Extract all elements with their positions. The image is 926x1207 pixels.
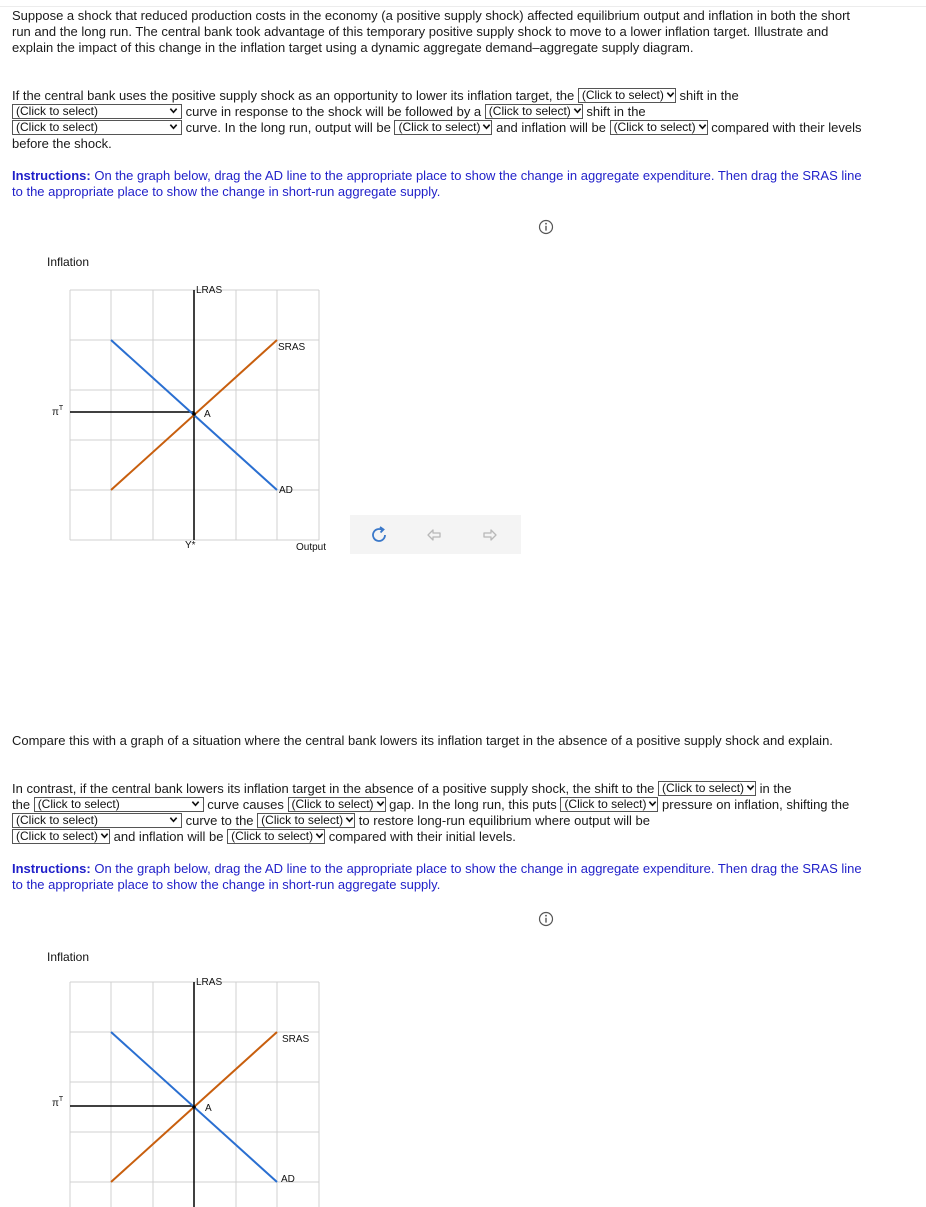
intro-paragraph: Suppose a shock that reduced production costs in the economy (a positive supply shock) affected equilibrium output and inflation in both the short run and the long run. The central bank took advantage of this temporary positive supply shock to move to a lower inflation target. Illustrate and explain the impact of this change in the inflation target using a dynamic aggregate demand–aggregate supply diagram. bbox=[12, 8, 851, 55]
q1-select-5[interactable]: (Click to select) bbox=[394, 120, 492, 135]
q1-text-6: and inflation will be bbox=[492, 120, 610, 135]
chevron-down-icon bbox=[666, 90, 675, 99]
q2-select-8[interactable]: (Click to select) bbox=[227, 829, 325, 844]
chevron-down-icon bbox=[746, 783, 755, 792]
info-icon[interactable] bbox=[538, 911, 554, 927]
equilibrium-point-a bbox=[192, 412, 196, 416]
equilibrium-point-a bbox=[192, 1105, 196, 1109]
instructions-text: On the graph below, drag the AD line to the appropriate place to show the change in aggregate expenditure. Then drag the SRAS line to the appropriate place to show the change in short-run aggregate supply. bbox=[12, 861, 862, 892]
compare-paragraph: Compare this with a graph of a situation where the central bank lowers its inflation target in the absence of a positive supply shock and explain. bbox=[12, 733, 833, 748]
q2-select-4[interactable]: (Click to select) bbox=[560, 797, 658, 812]
q1-select-2[interactable]: (Click to select) bbox=[12, 104, 182, 119]
q2-select-5[interactable]: (Click to select) bbox=[12, 813, 182, 828]
instructions-1 bbox=[12, 168, 862, 200]
top-divider bbox=[0, 0, 926, 7]
chevron-down-icon bbox=[482, 122, 491, 131]
graph-2 bbox=[0, 944, 560, 1207]
chevron-down-icon bbox=[191, 799, 200, 808]
sras-label: SRAS bbox=[278, 342, 306, 353]
x-tick-potential-output: Y* bbox=[185, 540, 196, 551]
q1-select-1[interactable]: (Click to select) bbox=[578, 88, 676, 103]
intro-text bbox=[12, 8, 862, 56]
chevron-down-icon bbox=[376, 799, 385, 808]
instructions-label: Instructions: bbox=[12, 168, 91, 183]
instructions-label: Instructions: bbox=[12, 861, 91, 876]
q2-text-8: and inflation will be bbox=[110, 829, 228, 844]
q1-text-5: curve. In the long run, output will be bbox=[182, 120, 395, 135]
q2-text-5: pressure on inflation, shifting the bbox=[658, 797, 850, 812]
q2-text-1: In contrast, if the central bank lowers its inflation target in the absence of a positive supply shock, the shift to the bbox=[12, 781, 659, 796]
q1-text-4: shift in the bbox=[582, 104, 646, 119]
q1-select-6[interactable]: (Click to select) bbox=[610, 120, 708, 135]
q1-text-3: curve in response to the shock will be followed by a bbox=[182, 104, 485, 119]
q2-text-3: curve causes bbox=[203, 797, 288, 812]
q1-text-7: compared with their levels before the shock. bbox=[12, 120, 862, 151]
q2-select-2[interactable]: (Click to select) bbox=[34, 797, 204, 812]
sras-label: SRAS bbox=[282, 1034, 310, 1045]
q2-text-9: compared with their initial levels. bbox=[325, 829, 516, 844]
chevron-down-icon bbox=[345, 815, 354, 824]
chevron-down-icon bbox=[315, 831, 324, 840]
q2-select-1[interactable]: (Click to select) bbox=[658, 781, 756, 796]
lras-label: LRAS bbox=[196, 977, 223, 988]
ad-label: AD bbox=[281, 1174, 295, 1185]
question-1 bbox=[12, 88, 882, 152]
y-axis-title: Inflation bbox=[47, 950, 90, 964]
q2-select-3[interactable]: (Click to select) bbox=[288, 797, 386, 812]
info-icon[interactable] bbox=[538, 219, 554, 235]
compare-text bbox=[12, 733, 862, 749]
q2-text-6: curve to the bbox=[182, 813, 258, 828]
instructions-2 bbox=[12, 861, 862, 893]
chevron-down-icon bbox=[573, 106, 582, 115]
y-tick-pi-target: $\pi^T$ bbox=[52, 1096, 64, 1109]
point-a-label: A bbox=[205, 1103, 212, 1114]
chevron-down-icon bbox=[169, 106, 178, 115]
point-a-label: A bbox=[204, 409, 211, 420]
reset-icon[interactable] bbox=[367, 523, 391, 547]
chevron-down-icon bbox=[100, 831, 109, 840]
q2-text-7: to restore long-run equilibrium where output will be bbox=[355, 813, 650, 828]
q1-select-3[interactable]: (Click to select) bbox=[485, 104, 583, 119]
graph-toolbar bbox=[350, 515, 521, 554]
q2-text-4: gap. In the long run, this puts bbox=[385, 797, 561, 812]
instructions-text: On the graph below, drag the AD line to the appropriate place to show the change in aggregate expenditure. Then drag the SRAS line to the appropriate place to show the change in short-run aggregate supply. bbox=[12, 168, 862, 199]
q2-select-7[interactable]: (Click to select) bbox=[12, 829, 110, 844]
q1-select-4[interactable]: (Click to select) bbox=[12, 120, 182, 135]
graph-1 bbox=[0, 250, 560, 560]
question-2: In contrast, if the central bank lowers its inflation target in the absence of a positive supply shock, the shift to the (Click to select) in the the (Click to select) curve causes (Click to select) gap. In the long run, this puts (Click to select) pressure on inflation, shifting the (Click to select) curve to the (Click to select) to restore long-run equilibrium where output will be (Click to select) and inflation will be (Click to select) compared with their initial levels. bbox=[12, 781, 850, 844]
y-tick-pi-target: $\pi^T$ bbox=[52, 405, 64, 418]
ad-label: AD bbox=[279, 485, 293, 496]
x-axis-title: Output bbox=[296, 542, 327, 553]
lras-label: LRAS bbox=[196, 285, 223, 296]
chevron-down-icon bbox=[169, 815, 178, 824]
q2-text-2: in the bbox=[756, 781, 792, 796]
y-axis-title: Inflation bbox=[47, 255, 90, 269]
q2-select-6[interactable]: (Click to select) bbox=[257, 813, 355, 828]
chevron-down-icon bbox=[698, 122, 707, 131]
redo-icon[interactable] bbox=[478, 523, 502, 547]
chevron-down-icon bbox=[169, 122, 178, 131]
q1-text-2: shift in the bbox=[675, 88, 739, 103]
undo-icon[interactable] bbox=[422, 523, 446, 547]
chevron-down-icon bbox=[648, 799, 657, 808]
q1-text-1: If the central bank uses the positive supply shock as an opportunity to lower its inflation target, the bbox=[12, 88, 578, 103]
